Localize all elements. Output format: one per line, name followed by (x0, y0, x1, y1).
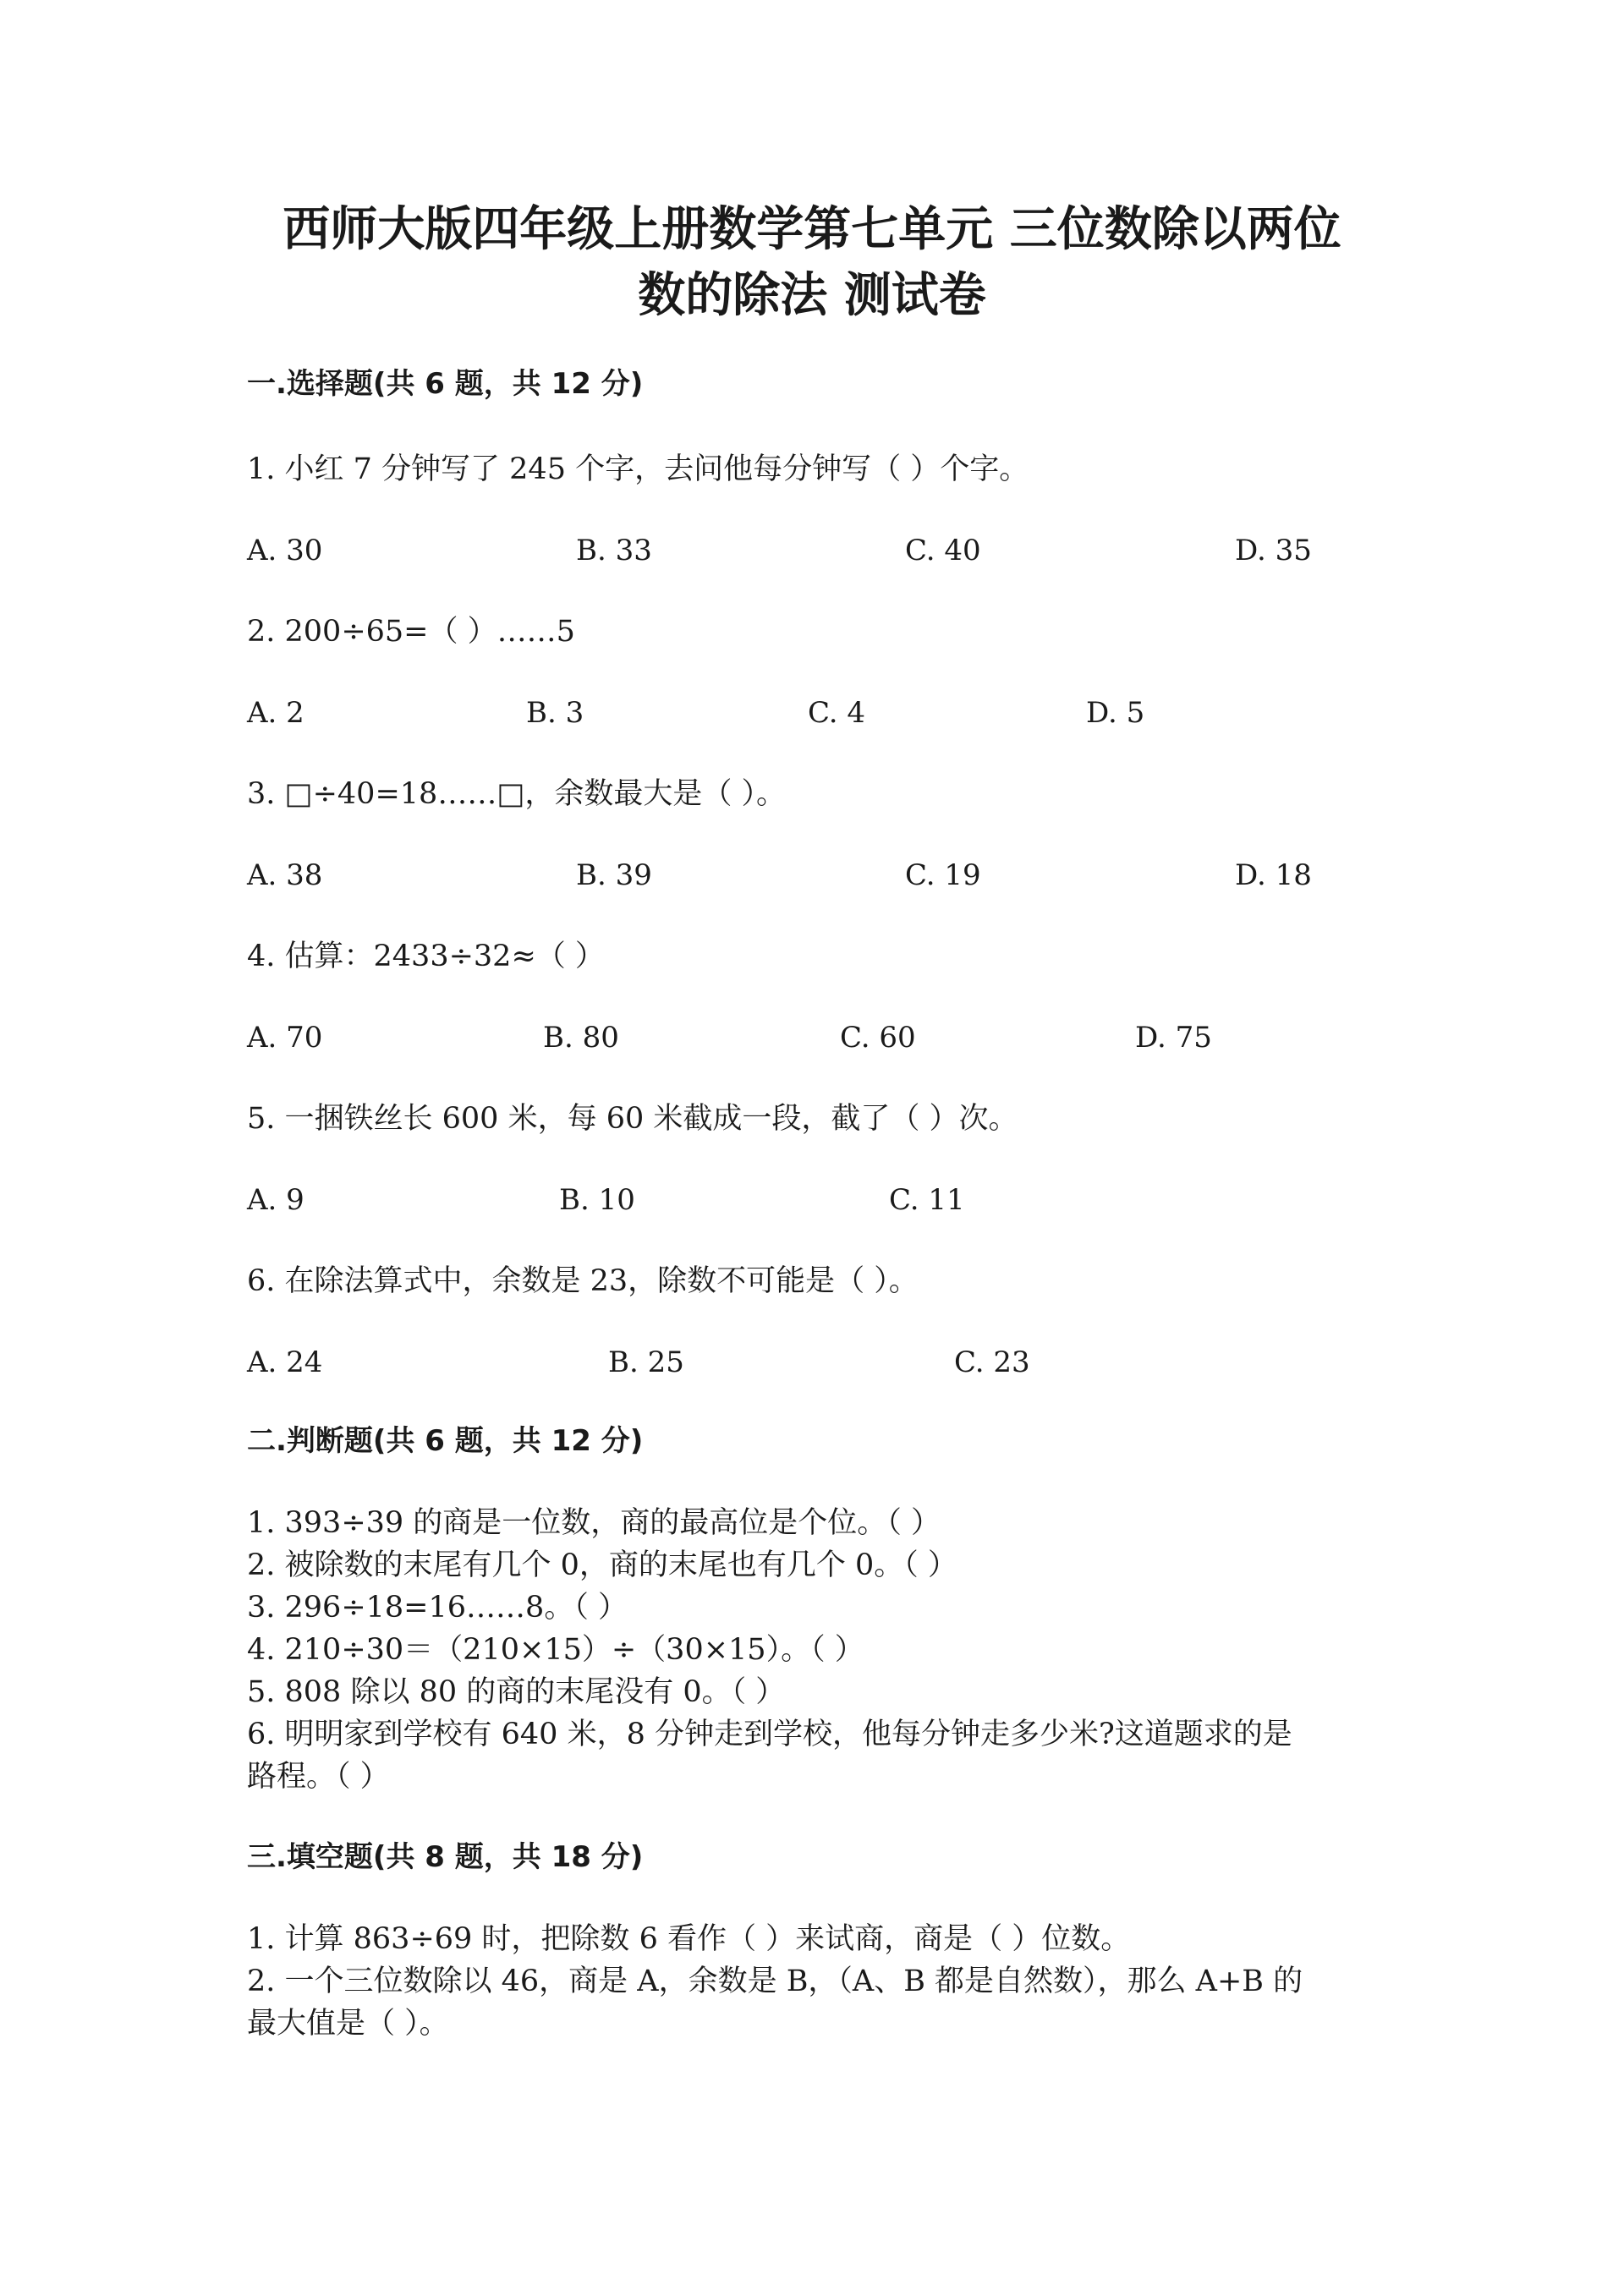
document-title-line-2: 数的除法 测试卷 (638, 268, 986, 323)
judge-item-2: 2. 被除数的末尾有几个 0，商的末尾也有几个 0。（ ） (247, 1548, 957, 1582)
choice-4-option-c: C. 60 (840, 1021, 916, 1055)
choice-1-option-b: B. 33 (576, 534, 652, 567)
choice-2-option-d: D. 5 (1086, 696, 1145, 730)
choice-2-option-c: C. 4 (808, 696, 866, 730)
choice-5-option-c: C. 11 (889, 1183, 965, 1217)
choice-2-option-b: B. 3 (526, 696, 584, 730)
judge-item-4: 4. 210÷30＝（210×15）÷（30×15）。（ ） (247, 1633, 864, 1667)
judge-item-5: 5. 808 除以 80 的商的末尾没有 0。（ ） (247, 1675, 786, 1709)
choice-5-option-b: B. 10 (559, 1183, 635, 1217)
fill-item-1: 1. 计算 863÷69 时，把除数 6 看作（ ）来试商，商是（ ）位数。 (247, 1922, 1131, 1956)
section-heading-choice: 一.选择题(共 6 题，共 12 分) (247, 367, 644, 401)
choice-question-5: 5. 一捆铁丝长 600 米，每 60 米截成一段，截了（ ）次。 (247, 1102, 1018, 1136)
judge-item-6: 6. 明明家到学校有 640 米，8 分钟走到学校，他每分钟走多少米?这道题求的是 (247, 1718, 1292, 1751)
choice-question-1: 1. 小红 7 分钟写了 245 个字，去问他每分钟写（ ）个字。 (247, 452, 1029, 486)
choice-question-2: 2. 200÷65=（ ）……5 (247, 615, 575, 649)
section-heading-fill: 三.填空题(共 8 题，共 18 分) (247, 1840, 644, 1874)
choice-6-option-b: B. 25 (608, 1345, 684, 1379)
choice-2-option-a: A. 2 (247, 696, 304, 730)
choice-4-option-a: A. 70 (247, 1021, 323, 1055)
choice-question-6: 6. 在除法算式中，余数是 23，除数不可能是（ ）。 (247, 1264, 919, 1298)
choice-3-option-b: B. 39 (576, 858, 652, 892)
choice-4-option-d: D. 75 (1135, 1021, 1212, 1055)
document-title-line-1: 西师大版四年级上册数学第七单元 三位数除以两位 (283, 202, 1341, 257)
choice-1-option-a: A. 30 (247, 534, 323, 567)
choice-6-option-a: A. 24 (247, 1345, 323, 1379)
choice-question-4: 4. 估算：2433÷32≈（ ） (247, 940, 605, 973)
judge-item-3: 3. 296÷18=16……8。（ ） (247, 1591, 628, 1625)
choice-4-option-b: B. 80 (543, 1021, 619, 1055)
fill-item-2-continued: 最大值是（ ）。 (247, 2007, 449, 2041)
choice-question-3: 3. □÷40=18……□，余数最大是（ ）。 (247, 777, 787, 811)
choice-3-option-d: D. 18 (1235, 858, 1312, 892)
judge-item-6-continued: 路程。（ ） (247, 1760, 390, 1794)
choice-1-option-d: D. 35 (1235, 534, 1312, 567)
choice-5-option-a: A. 9 (247, 1183, 304, 1217)
choice-3-option-a: A. 38 (247, 858, 323, 892)
fill-item-2: 2. 一个三位数除以 46，商是 A，余数是 B，（A、B 都是自然数），那么 A+B 的 (247, 1964, 1303, 1998)
section-heading-judge: 二.判断题(共 6 题，共 12 分) (247, 1424, 644, 1458)
choice-3-option-c: C. 19 (905, 858, 981, 892)
choice-1-option-c: C. 40 (905, 534, 981, 567)
judge-item-1: 1. 393÷39 的商是一位数，商的最高位是个位。（ ） (247, 1506, 941, 1540)
choice-6-option-c: C. 23 (954, 1345, 1030, 1379)
